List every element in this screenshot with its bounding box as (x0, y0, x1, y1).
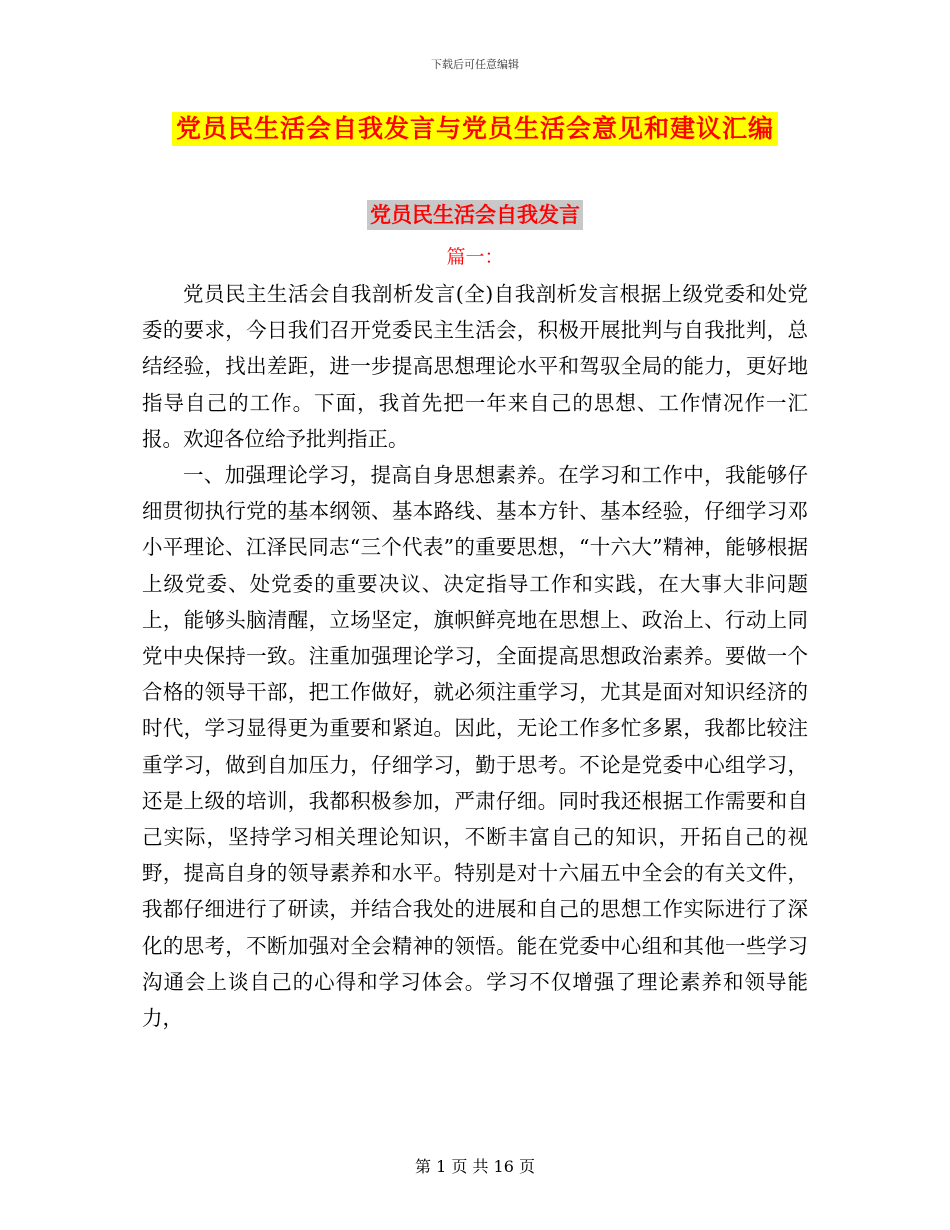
page-header-note: 下载后可任意编辑 (431, 58, 519, 71)
section-title: 党员民生活会自我发言 (367, 200, 583, 230)
page-footer: 第 1 页 共 16 页 (415, 1157, 535, 1176)
section-title-container (0, 200, 950, 230)
body-paragraph-1: 党员民主生活会自我剖析发言(全)自我剖析发言根据上级党委和处党委的要求，今日我们召开党委民主生活会，积极开展批判与自我批判，总结经验，找出差距，进一步提高思想理论水平和驾驭全局的能力，更好地指导自己的工作。下面，我首先把一年来自己的思想、工作情况作一汇报。欢迎各位给予批判指正。 (142, 282, 808, 451)
main-title-container (0, 112, 950, 146)
document-main-title: 党员民生活会自我发言与党员生活会意见和建议汇编 (172, 112, 778, 146)
body-paragraph-2: 一、加强理论学习，提高自身思想素养。在学习和工作中，我能够仔细贯彻执行党的基本纲领、基本路线、基本方针、基本经验，仔细学习邓小平理论、江泽民同志“三个代表”的重要思想，“十六大”精神，能够根据上级党委、处党委的重要决议、决定指导工作和实践，在大事大非问题上，能够头脑清醒，立场坚定，旗帜鲜亮地在思想上、政治上、行动上同党中央保持一致。注重加强理论学习，全面提高思想政治素养。要做一个合格的领导干部，把工作做好，就必须注重学习，尤其是面对知识经济的时代，学习显得更为重要和紧迫。因此，无论工作多忙多累，我都比较注重学习，做到自加压力，仔细学习，勤于思考。不论是党委中心组学习，还是上级的培训，我都积极参加，严肃仔细。同时我还根据工作需要和自己实际，坚持学习相关理论知识，不断丰富自己的知识，开拓自己的视野，提高自身的领导素养和水平。特别是对十六届五中全会的有关文件，我都仔细进行了研读，并结合我处的进展和自己的思想工作实际进行了深化的思考，不断加强对全会精神的领悟。能在党委中心组和其他一些学习沟通会上谈自己的心得和学习体会。学习不仅增强了理论素养和领导能力， (142, 463, 808, 1031)
subsection-title: 篇一： (446, 246, 504, 268)
document-body (142, 276, 808, 1036)
